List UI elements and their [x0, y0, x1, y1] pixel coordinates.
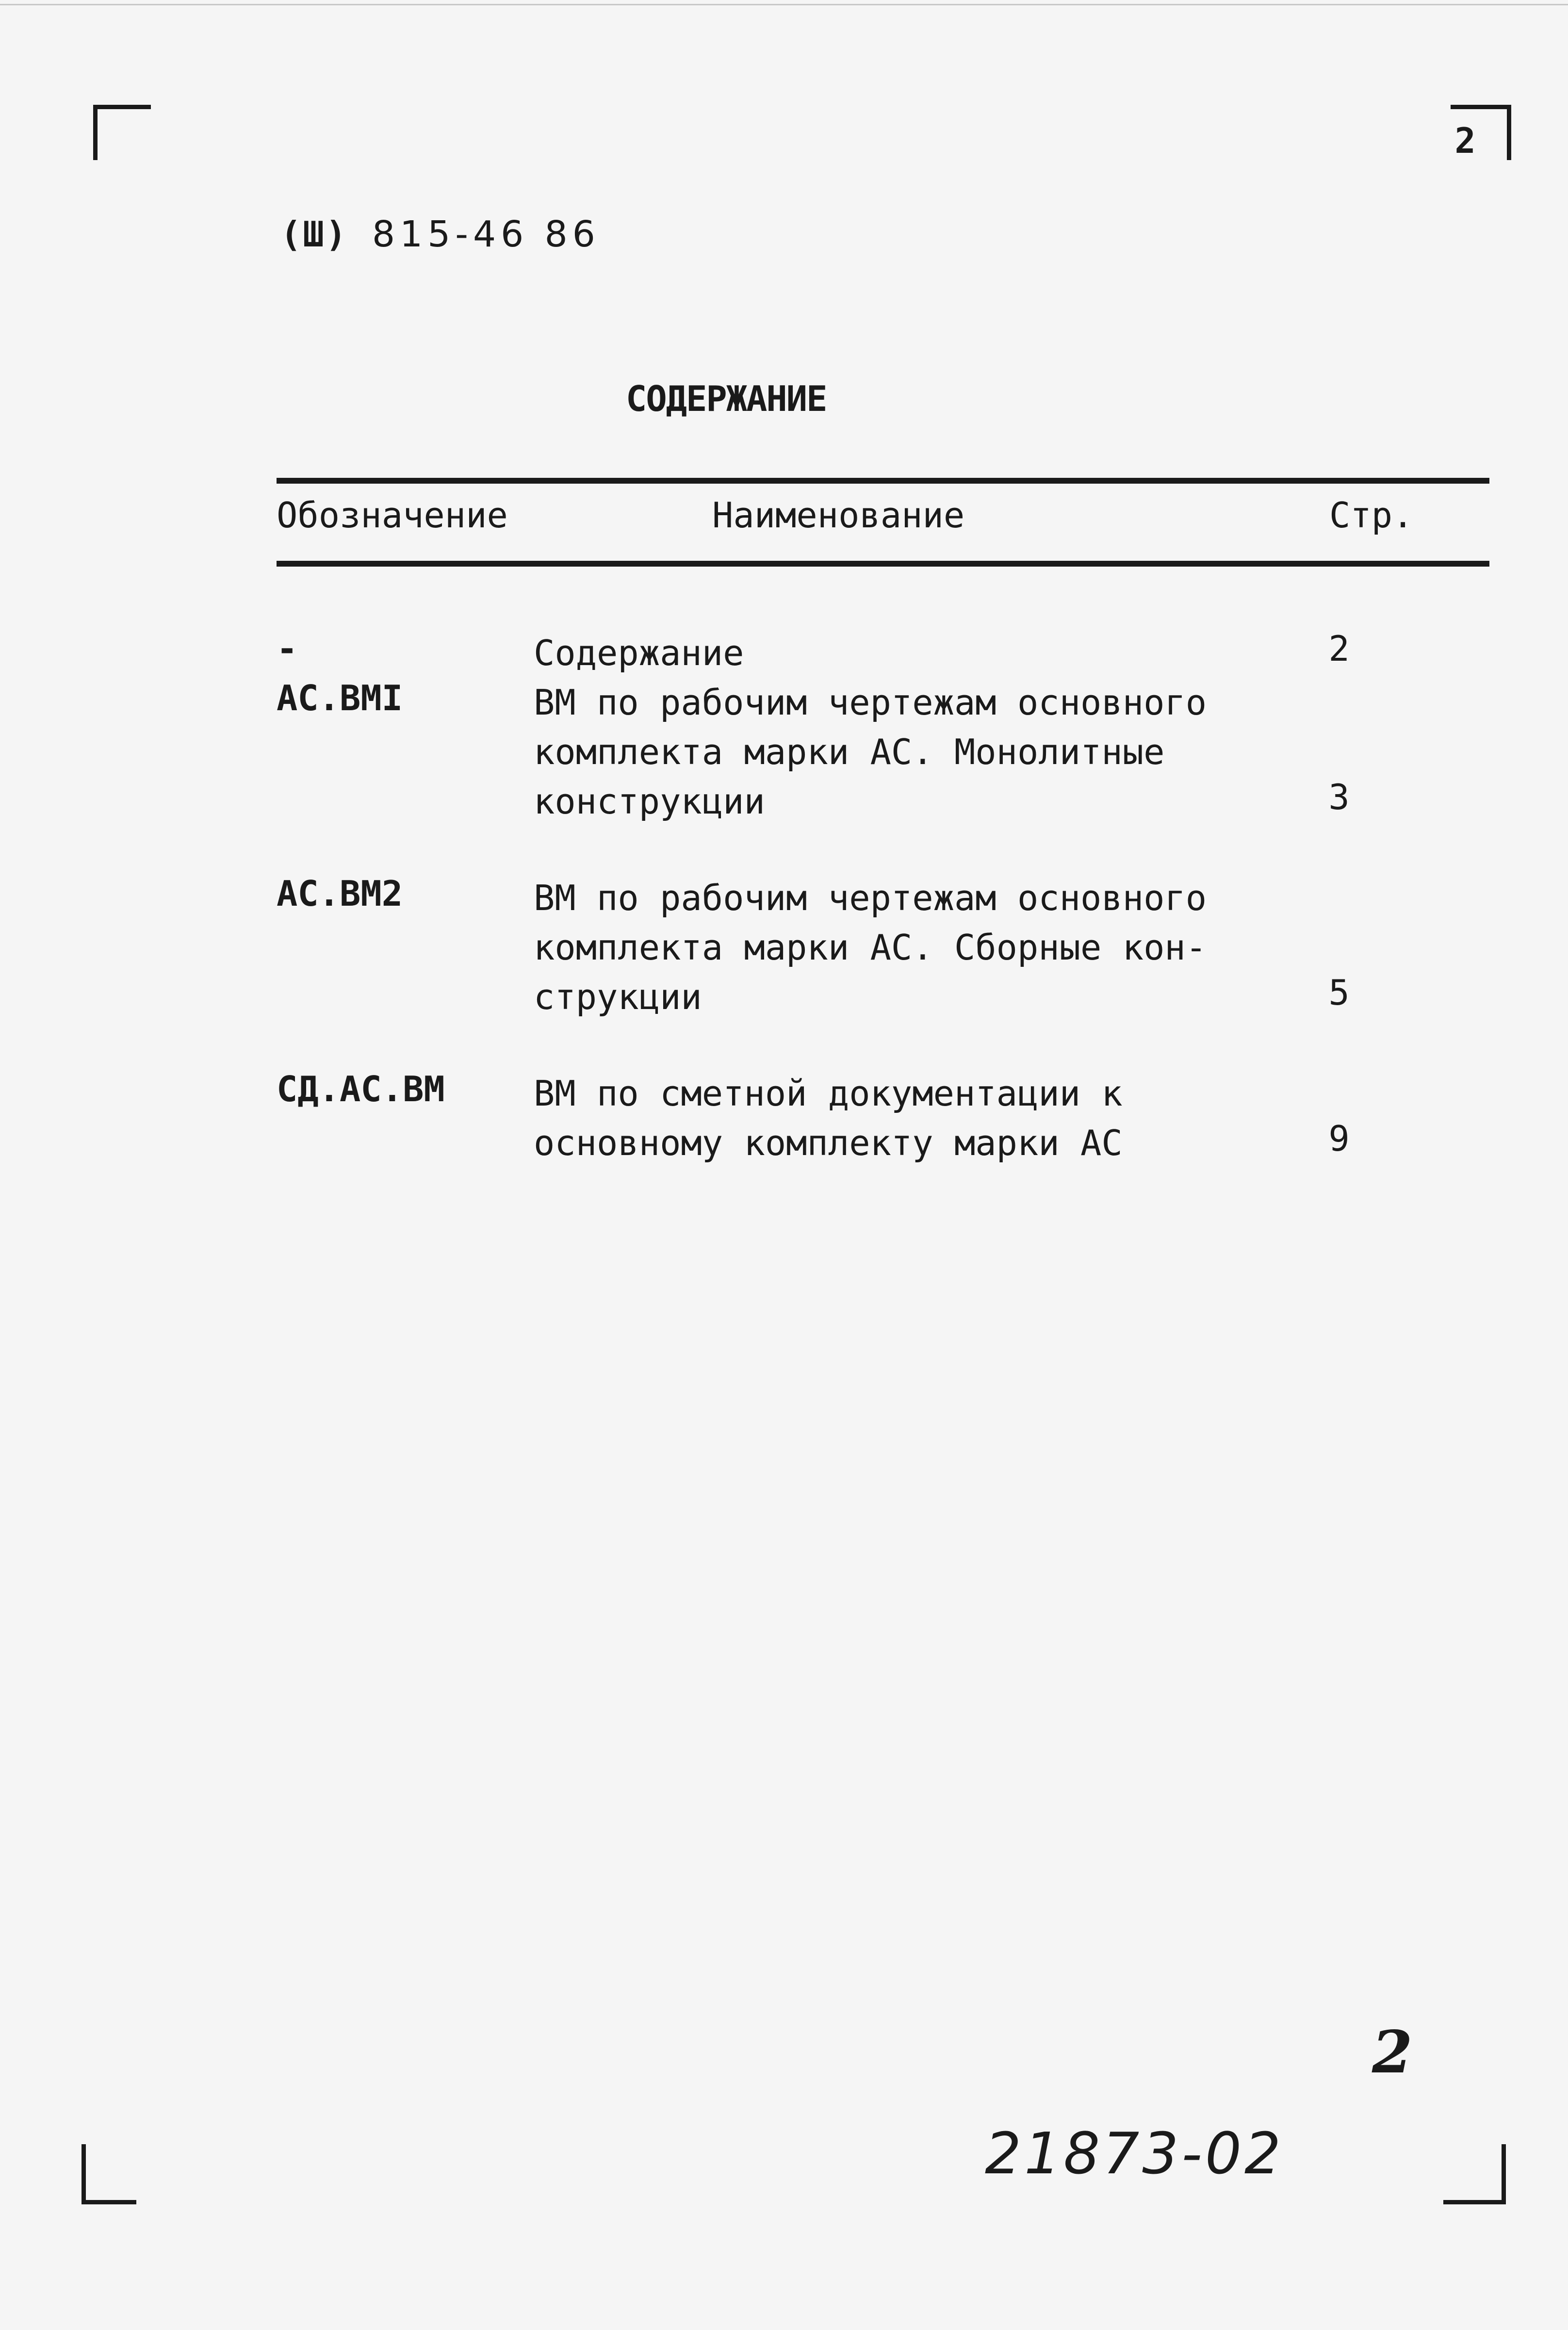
handwritten-page-number: 2: [1372, 2018, 1413, 2086]
table-top-rule: [277, 478, 1489, 484]
inventory-number: 21873-02: [985, 2120, 1284, 2187]
toc-entry-code: СД.АС.ВМ: [277, 1069, 445, 1109]
column-header-page: Стр.: [1329, 495, 1414, 536]
toc-entry-name-line: основному комплекту марки АС: [534, 1123, 1123, 1163]
toc-entry-name-line: Содержание: [534, 633, 744, 673]
page-title: СОДЕРЖАНИЕ: [626, 378, 827, 419]
document-code-prefix: (Ш): [280, 214, 348, 255]
corner-mark-bottom-right: [1443, 2144, 1506, 2204]
toc-entry-page: 2: [1328, 628, 1350, 669]
document-code-handwritten: 815-46 86: [372, 213, 600, 255]
toc-entry-name: [534, 873, 1237, 1022]
toc-entry-page: 9: [1328, 1118, 1350, 1159]
document-code: [280, 213, 600, 255]
toc-entry-name-line: конструкции: [534, 781, 765, 822]
scan-top-edge: [0, 4, 1568, 5]
toc-entry-page: 5: [1328, 972, 1350, 1013]
corner-mark-top-left: [93, 105, 151, 160]
toc-entry-name-line: комплекта марки АС. Монолитные: [534, 732, 1165, 772]
page-number-top: 2: [1454, 120, 1476, 161]
toc-entry-name: [534, 678, 1237, 826]
toc-entry-name-line: ВМ по рабочим чертежам основного: [534, 682, 1207, 723]
table-header-rule: [277, 561, 1489, 567]
toc-entry-code: АС.ВМ2: [277, 873, 403, 914]
column-header-code: Обозначение: [277, 495, 508, 536]
toc-entry-name-line: комплекта марки АС. Сборные кон-: [534, 927, 1207, 968]
toc-entry-code: АС.ВМI: [277, 678, 403, 718]
toc-entry-page: 3: [1328, 777, 1350, 817]
toc-entry-name-line: ВМ по сметной документации к: [534, 1073, 1123, 1114]
toc-entry-code: -: [277, 628, 298, 669]
toc-entry-name: [534, 1069, 1237, 1168]
toc-entry-name: [534, 628, 1237, 678]
column-header-name: Наименование: [712, 495, 965, 536]
toc-entry-name-line: струкции: [534, 977, 702, 1017]
toc-entry-name-line: ВМ по рабочим чертежам основного: [534, 878, 1207, 918]
corner-mark-bottom-left: [82, 2144, 136, 2204]
